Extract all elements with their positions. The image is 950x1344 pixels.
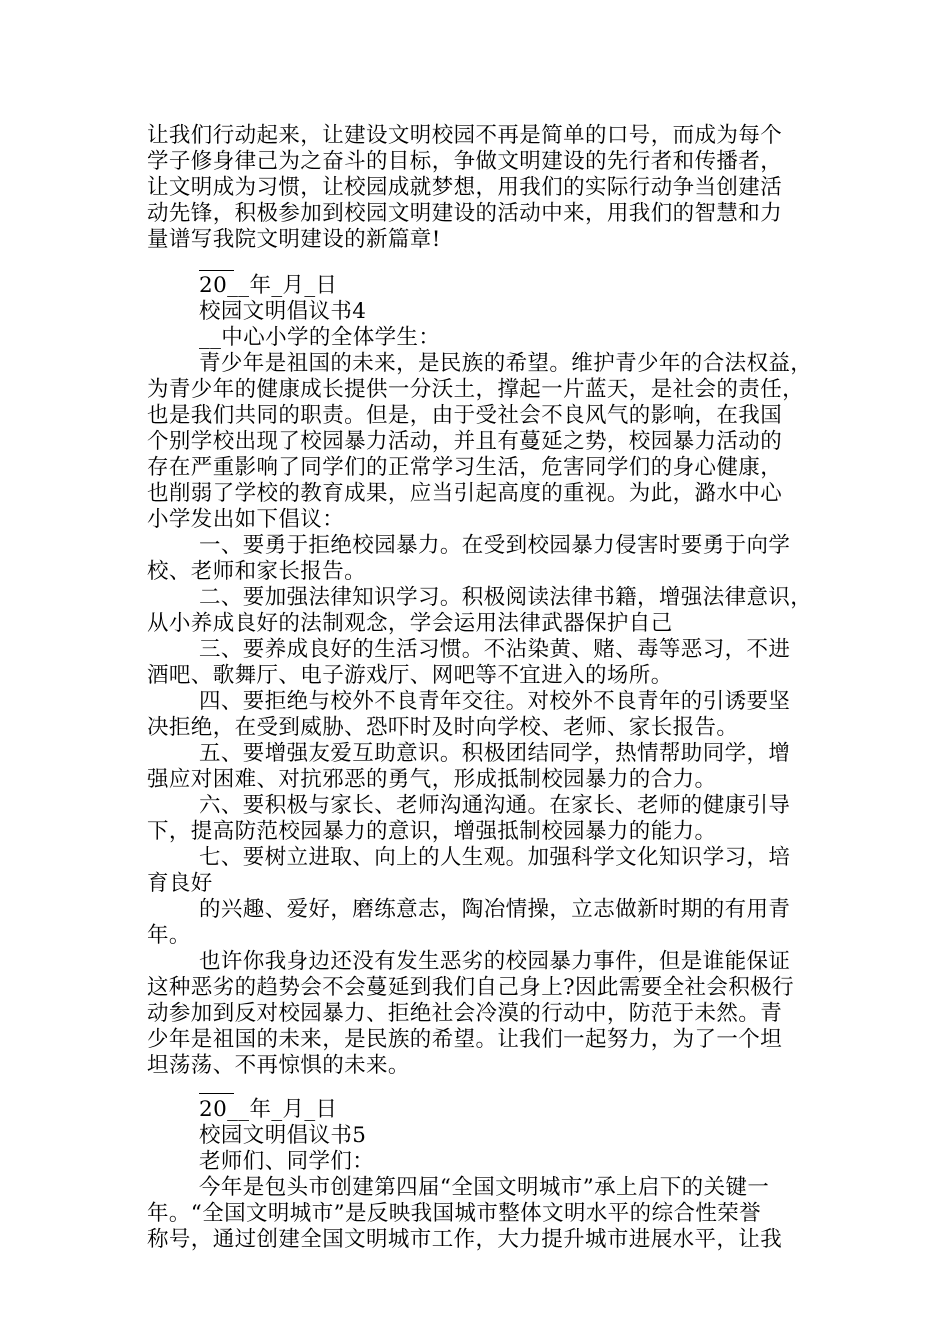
list-item-line: 五、要增强友爱互助意识。积极团结同学，热情帮助同学，增 (199, 741, 791, 766)
date-line: 20__年_月_日 (199, 273, 338, 298)
paragraph-line: 也削弱了学校的教育成果，应当引起高度的重视。为此，潞水中心 (147, 481, 783, 506)
paragraph-line: 小学发出如下倡议： (147, 507, 345, 532)
list-item-line: 决拒绝，在受到威胁、恐吓时及时向学校、老师、家长报告。 (147, 715, 739, 740)
signature-blank (199, 1093, 234, 1094)
list-item-line: 七、要树立进取、向上的人生观。加强科学文化知识学习，培 (199, 845, 791, 870)
signature-blank (199, 270, 234, 271)
paragraph-line: 坦荡荡、不再惊惧的未来。 (147, 1053, 410, 1078)
salutation: __中心小学的全体学生： (199, 325, 441, 350)
paragraph-line: 青少年是祖国的未来，是民族的希望。维护青少年的合法权益， (199, 351, 813, 376)
paragraph-line: 也是我们共同的职责。但是，由于受社会不良风气的影响，在我国 (147, 403, 783, 428)
paragraph-line: 动参加到反对校园暴力、拒绝社会冷漠的行动中，防范于未然。青 (147, 1001, 783, 1026)
list-item-line: 六、要积极与家长、老师沟通沟通。在家长、老师的健康引导 (199, 793, 791, 818)
list-item-line: 一、要勇于拒绝校园暴力。在受到校园暴力侵害时要勇于向学 (199, 533, 791, 558)
paragraph-line: 年。“全国文明城市”是反映我国城市整体文明水平的综合性荣誉 (147, 1201, 762, 1226)
paragraph-line: 学子修身律己为之奋斗的目标，争做文明建设的先行者和传播者， (147, 149, 783, 174)
paragraph-line: 让我们行动起来，让建设文明校园不再是简单的口号，而成为每个 (147, 123, 783, 148)
list-item-line: 下，提高防范校园暴力的意识，增强抵制校园暴力的能力。 (147, 819, 717, 844)
paragraph-line: 少年是祖国的未来，是民族的希望。让我们一起努力，为了一个坦 (147, 1027, 783, 1052)
paragraph-line: 存在严重影响了同学们的正常学习生活，危害同学们的身心健康， (147, 455, 783, 480)
date-line: 20__年_月_日 (199, 1097, 338, 1122)
list-item-line: 年。 (147, 923, 191, 948)
paragraph-line: 今年是包头市创建第四届“全国文明城市”承上启下的关键一 (199, 1175, 770, 1200)
section-title: 校园文明倡议书4 (199, 299, 367, 324)
list-item-line: 校、老师和家长报告。 (147, 559, 367, 584)
paragraph-line: 个别学校出现了校园暴力活动，并且有蔓延之势，校园暴力活动的 (147, 429, 783, 454)
list-item-line: 强应对困难、对抗邪恶的勇气，形成抵制校园暴力的合力。 (147, 767, 717, 792)
paragraph-line: 这种恶劣的趋势会不会蔓延到我们自己身上?因此需要全社会积极行 (147, 975, 795, 1000)
list-item-line: 二、要加强法律知识学习。积极阅读法律书籍，增强法律意识， (199, 585, 813, 610)
section-title: 校园文明倡议书5 (199, 1123, 367, 1148)
paragraph-line: 也许你我身边还没有发生恶劣的校园暴力事件，但是谁能保证 (199, 949, 791, 974)
paragraph-line: 让文明成为习惯，让校园成就梦想，用我们的实际行动争当创建活 (147, 175, 783, 200)
paragraph-line: 称号，通过创建全国文明城市工作，大力提升城市进展水平，让我 (147, 1227, 783, 1252)
list-item-line: 的兴趣、爱好，磨练意志，陶冶情操，立志做新时期的有用青 (199, 897, 791, 922)
list-item-line: 四、要拒绝与校外不良青年交往。对校外不良青年的引诱要坚 (199, 689, 791, 714)
paragraph-line: 动先锋，积极参加到校园文明建设的活动中来，用我们的智慧和力 (147, 201, 783, 226)
salutation: 老师们、同学们： (199, 1149, 375, 1174)
list-item-line: 酒吧、歌舞厅、电子游戏厅、网吧等不宜进入的场所。 (147, 663, 673, 688)
list-item-line: 三、要养成良好的生活习惯。不沾染黄、赌、毒等恶习，不进 (199, 637, 791, 662)
list-item-line: 育良好 (147, 871, 213, 896)
paragraph-line: 量谱写我院文明建设的新篇章! (147, 227, 441, 252)
list-item-line: 从小养成良好的法制观念，学会运用法律武器保护自己 (147, 611, 673, 636)
paragraph-line: 为青少年的健康成长提供一分沃土，撑起一片蓝天，是社会的责任， (147, 377, 805, 402)
